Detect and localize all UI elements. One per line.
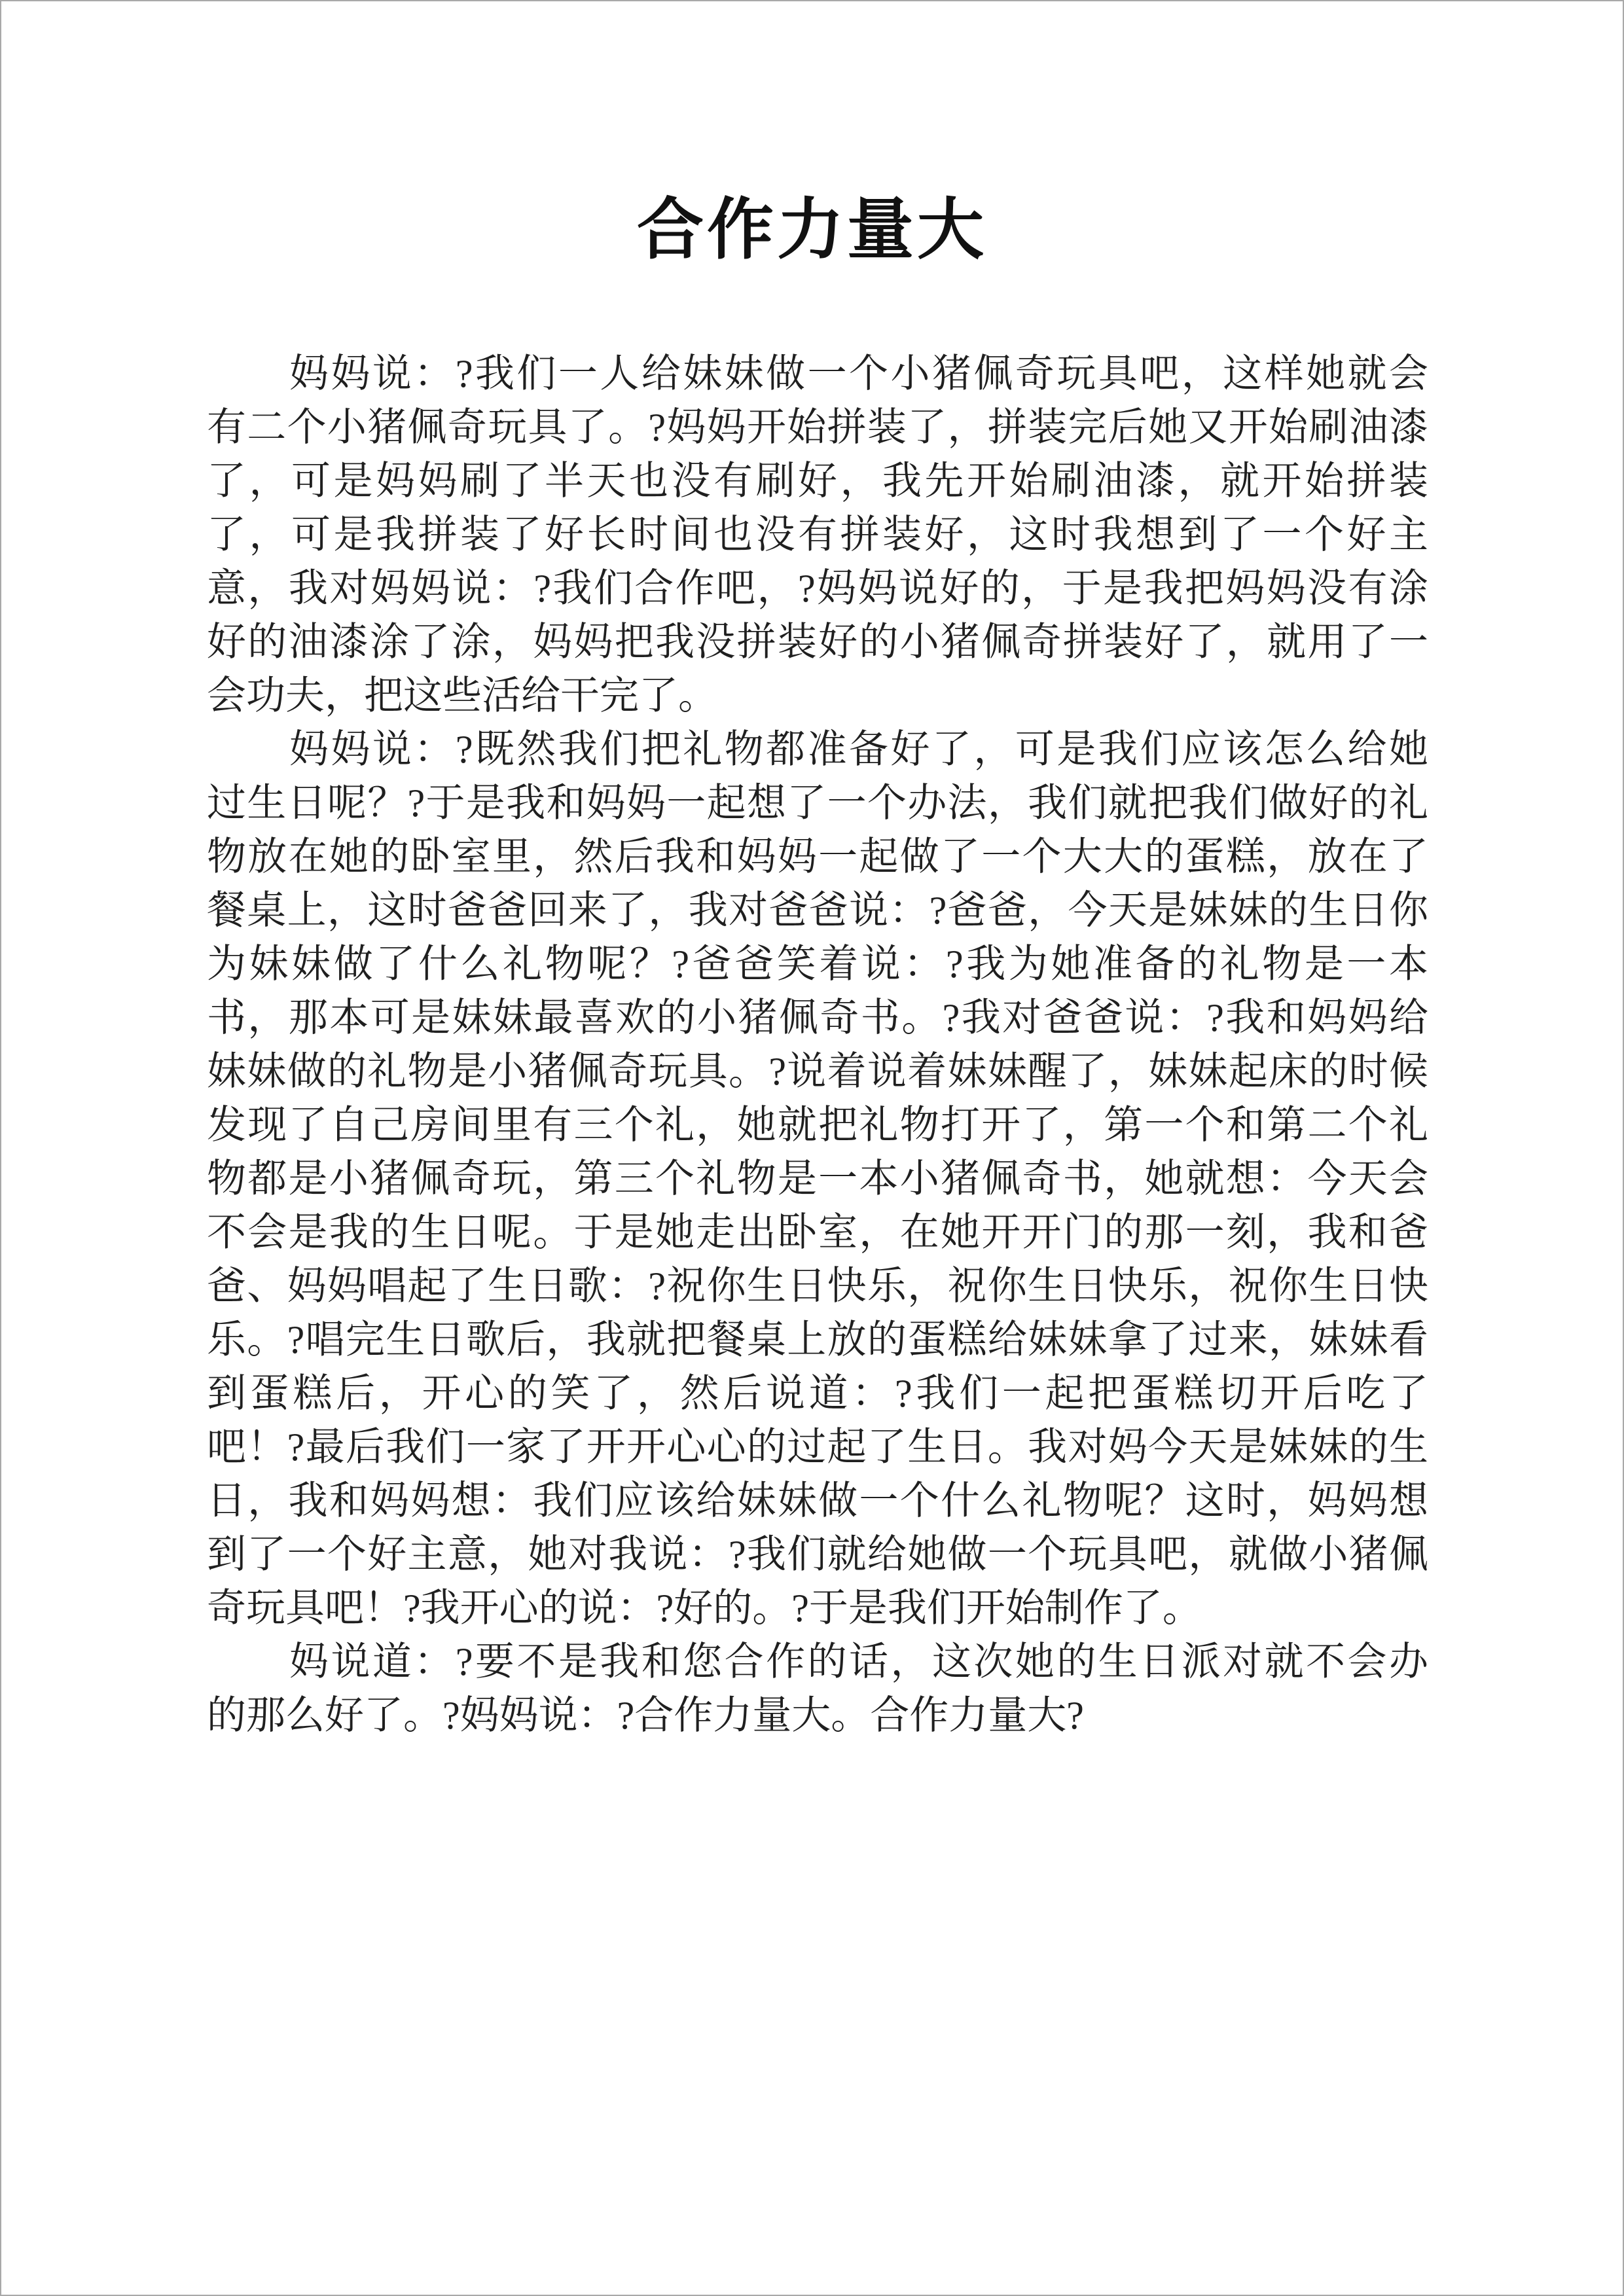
text-line: 物都是小猪佩奇玩，第三个礼物是一本小猪佩奇书，她就想：今天会 [207,1157,1428,1200]
text-line: 妈妈说：?我们一人给妹妹做一个小猪佩奇玩具吧，这样她就会 [289,352,1428,395]
text-line: 发现了自己房间里有三个礼，她就把礼物打开了，第一个和第二个礼 [207,1103,1428,1147]
text-line: 了，可是我拼装了好长时间也没有拼装好，这时我想到了一个好主 [207,513,1428,556]
text-line: 乐。?唱完生日歌后，我就把餐桌上放的蛋糕给妹妹拿了过来，妹妹看 [207,1318,1428,1361]
text-line: 意，我对妈妈说：?我们合作吧，?妈妈说好的，于是我把妈妈没有涂 [207,567,1428,610]
text-line: 为妹妹做了什么礼物呢？?爸爸笑着说：?我为她准备的礼物是一本 [207,942,1428,986]
text-line: 好的油漆涂了涂，妈妈把我没拼装好的小猪佩奇拼装好了，就用了一 [207,620,1428,664]
document-body [207,347,1428,1742]
text-line: 不会是我的生日呢。于是她走出卧室，在她开开门的那一刻，我和爸 [207,1211,1428,1254]
document-title: 合作力量大 [637,192,987,267]
text-line: 妈说道：?要不是我和您合作的话，这次她的生日派对就不会办 [289,1640,1428,1683]
text-line: 妹妹做的礼物是小猪佩奇玩具。?说着说着妹妹醒了，妹妹起床的时候 [207,1050,1428,1093]
text-line: 到蛋糕后，开心的笑了，然后说道：?我们一起把蛋糕切开后吃了 [207,1372,1428,1415]
text-line: 日，我和妈妈想：我们应该给妹妹做一个什么礼物呢？这时，妈妈想 [207,1479,1428,1522]
text-line: 爸、妈妈唱起了生日歌：?祝你生日快乐，祝你生日快乐，祝你生日快 [207,1265,1428,1308]
text-line: 了，可是妈妈刷了半天也没有刷好，我先开始刷油漆，就开始拼装 [207,459,1428,503]
text-line: 吧！?最后我们一家了开开心心的过起了生日。我对妈今天是妹妹的生 [207,1426,1428,1469]
text-line: 到了一个好主意，她对我说：?我们就给她做一个玩具吧，就做小猪佩 [207,1533,1428,1576]
text-line: 物放在她的卧室里，然后我和妈妈一起做了一个大大的蛋糕，放在了 [207,835,1428,878]
text-line: 的那么好了。?妈妈说：?合作力量大。合作力量大? [207,1694,1084,1737]
text-line: 奇玩具吧！?我开心的说：?好的。?于是我们开始制作了。 [207,1587,1202,1630]
text-line: 过生日呢？?于是我和妈妈一起想了一个办法，我们就把我们做好的礼 [207,781,1428,825]
text-line: 妈妈说：?既然我们把礼物都准备好了，可是我们应该怎么给她 [289,728,1428,771]
text-line: 书，那本可是妹妹最喜欢的小猪佩奇书。?我对爸爸说：?我和妈妈给 [207,996,1428,1039]
text-line: 餐桌上，这时爸爸回来了，我对爸爸说：?爸爸，今天是妹妹的生日你 [207,889,1428,932]
text-line: 有二个小猪佩奇玩具了。?妈妈开始拼装了，拼装完后她又开始刷油漆 [207,406,1428,449]
text-line: 会功夫，把这些活给干完了。 [207,674,717,717]
